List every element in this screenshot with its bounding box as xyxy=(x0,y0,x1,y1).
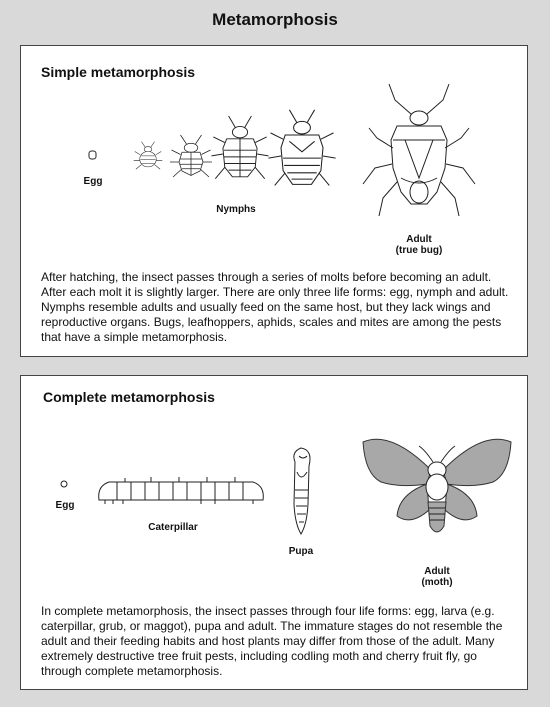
complete-metamorphosis-panel xyxy=(20,375,528,690)
egg-label: Egg xyxy=(83,176,103,187)
page-title: Metamorphosis xyxy=(212,10,338,29)
adult-sub-label: (moth) xyxy=(421,577,453,588)
nymph-icon xyxy=(134,142,163,170)
nymph-icon xyxy=(268,110,335,186)
simple-description: After hatching, the insect passes through a series of molts before becoming an adult. After each molt it is slightly larger. There are only three life forms: egg, nymph and adult. Nymphs resemble adults and usually feed on the same host, but they lack wings and reproductive organs. Bugs, leafhoppers, aphids, scales and mites are among the pests that have a simple metamorphosis. xyxy=(41,270,509,344)
moth-icon xyxy=(363,439,511,532)
complete-heading: Complete metamorphosis xyxy=(43,389,215,405)
complete-description: In complete metamorphosis, the insect passes through four life forms: egg, larva (e.g. caterpillar, grub, or maggot), pupa and adult. The immature stages do not resemble the adult and their feeding habits and host plants may differ from those of the adult. Many extremely destructive tree fruit pests, including codling moth and cherry fruit fly, go through complete metamorphosis. xyxy=(41,604,503,678)
adult-label: Adult xyxy=(424,566,450,577)
true-bug-icon xyxy=(363,84,475,216)
nymphs-label: Nymphs xyxy=(216,204,256,215)
nymph-icon xyxy=(170,135,212,177)
egg-icon xyxy=(89,151,96,159)
caterpillar-icon xyxy=(99,477,264,504)
simple-metamorphosis-panel xyxy=(20,45,528,357)
simple-heading: Simple metamorphosis xyxy=(41,64,196,80)
pupa-label: Pupa xyxy=(288,546,314,557)
pupa-icon xyxy=(294,448,310,534)
egg-label: Egg xyxy=(55,500,75,511)
adult-sub-label: (true bug) xyxy=(395,245,443,256)
egg-icon xyxy=(61,481,67,487)
nymph-icon xyxy=(212,116,269,179)
caterpillar-label: Caterpillar xyxy=(148,522,198,533)
adult-label: Adult xyxy=(406,234,432,245)
